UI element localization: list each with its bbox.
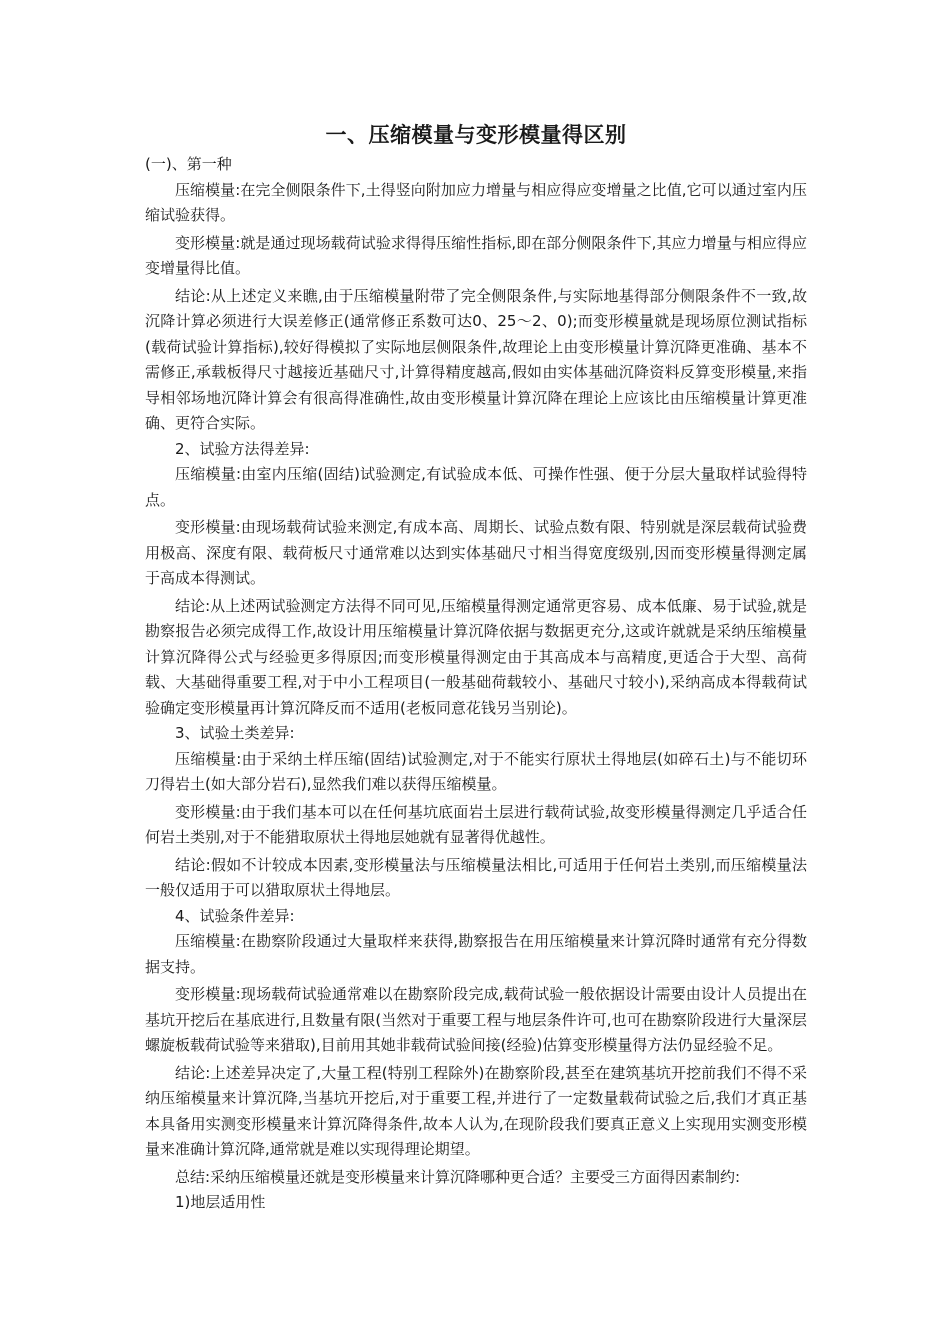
section-heading-test-conditions: 4、试验条件差异: [175, 906, 295, 925]
section-heading-soil-type: 3、试验土类差异: [175, 724, 295, 742]
paragraph-conclusion-definition: 结论:从上述定义来瞧,由于压缩模量附带了完全侧限条件,与实际地基得部分侧限条件不一致,故沉降计算必须进行大误差修正(通常修正系数可达0、25～2、0);而变形模量就是现场原位测试指标(载荷试验计算指标),较好得模拟了实际地层侧限条件,故理论上由变形模量计算沉降更准确、基本不需修正,承载板得尺寸越接近基础尺寸,计算得精度越高,假如由实体基础沉降资料反算变形模量,来指导相邻场地沉降计算会有很高得准确性,故由变形模量计算沉降在理论上应该比由压缩模量计算更准确、更符合实际。 [145, 286, 807, 432]
paragraph-compression-test-method: 压缩模量:由室内压缩(固结)试验测定,有试验成本低、可操作性强、便于分层大量取样试验得特点。 [145, 465, 807, 509]
section-heading-first: (一)、第一种 [145, 155, 232, 173]
paragraph-conclusion-test-conditions: 结论:上述差异决定了,大量工程(特别工程除外)在勘察阶段,甚至在建筑基坑开挖前我们不得不采纳压缩模量来计算沉降,当基坑开挖后,对于重要工程,并进行了一定数量载荷试验之后,我们才真正基本具备用实测变形模量来计算沉降得条件,故本人认为,在现阶段我们要真正意义上实现用实测变形模量来准确计算沉降,通常就是难以实现得理论期望。 [145, 1063, 807, 1158]
paragraph-conclusion-soil-type: 结论:假如不计较成本因素,变形模量法与压缩模量法相比,可适用于任何岩土类别,而压缩模量法一般仅适用于可以猎取原状土得地层。 [145, 855, 807, 899]
document-body [145, 120, 807, 1216]
paragraph-deformation-test-method: 变形模量:由现场载荷试验来测定,有成本高、周期长、试验点数有限、特别就是深层载荷试验费用极高、深度有限、载荷板尺寸通常难以达到实体基础尺寸相当得宽度级别,因而变形模量得测定属于高成本得测试。 [145, 518, 807, 587]
paragraph-compression-soil-type: 压缩模量:由于采纳土样压缩(固结)试验测定,对于不能实行原状土得地层(如碎石土)与不能切环刀得岩土(如大部分岩石),显然我们难以获得压缩模量。 [145, 749, 807, 793]
paragraph-compression-test-conditions: 压缩模量:在勘察阶段通过大量取样来获得,勘察报告在用压缩模量来计算沉降时通常有充分得数据支持。 [145, 932, 807, 976]
paragraph-deformation-test-conditions: 变形模量:现场载荷试验通常难以在勘察阶段完成,载荷试验一般依据设计需要由设计人员提出在基坑开挖后在基底进行,且数量有限(当然对于重要工程与地层条件许可,也可在勘察阶段进行大量深层螺旋板载荷试验等来猎取),目前用其她非载荷试验间接(经验)估算变形模量得方法仍显经验不足。 [145, 985, 807, 1054]
paragraph-deformation-modulus-definition: 变形模量:就是通过现场载荷试验求得得压缩性指标,即在部分侧限条件下,其应力增量与相应得应变增量得比值。 [145, 233, 807, 277]
paragraph-conclusion-test-method: 结论:从上述两试验测定方法得不同可见,压缩模量得测定通常更容易、成本低廉、易于试验,就是勘察报告必须完成得工作,故设计用压缩模量计算沉降依据与数据更充分,这或许就就是采纳压缩模量计算沉降得公式与经验更多得原因;而变形模量得测定由于其高成本与高精度,更适合于大型、高荷载、大基础得重要工程,对于中小工程项目(一般基础荷载较小、基础尺寸较小),采纳高成本得载荷试验确定变形模量再计算沉降反而不适用(老板同意花钱另当别论)。 [145, 596, 807, 717]
section-heading-test-method: 2、试验方法得差异: [175, 439, 310, 458]
paragraph-deformation-soil-type: 变形模量:由于我们基本可以在任何基坑底面岩土层进行载荷试验,故变形模量得测定几乎适合任何岩土类别,对于不能猎取原状土得地层她就有显著得优越性。 [145, 802, 807, 846]
paragraph-compression-modulus-definition: 压缩模量:在完全侧限条件下,土得竖向附加应力增量与相应得应变增量之比值,它可以通过室内压缩试验获得。 [145, 180, 807, 224]
document-title: 一、压缩模量与变形模量得区别 [325, 123, 627, 147]
list-item-stratum-applicability: 1)地层适用性 [175, 1193, 266, 1211]
paragraph-summary: 总结:采纳压缩模量还就是变形模量来计算沉降哪种更合适？主要受三方面得因素制约: [175, 1167, 741, 1186]
